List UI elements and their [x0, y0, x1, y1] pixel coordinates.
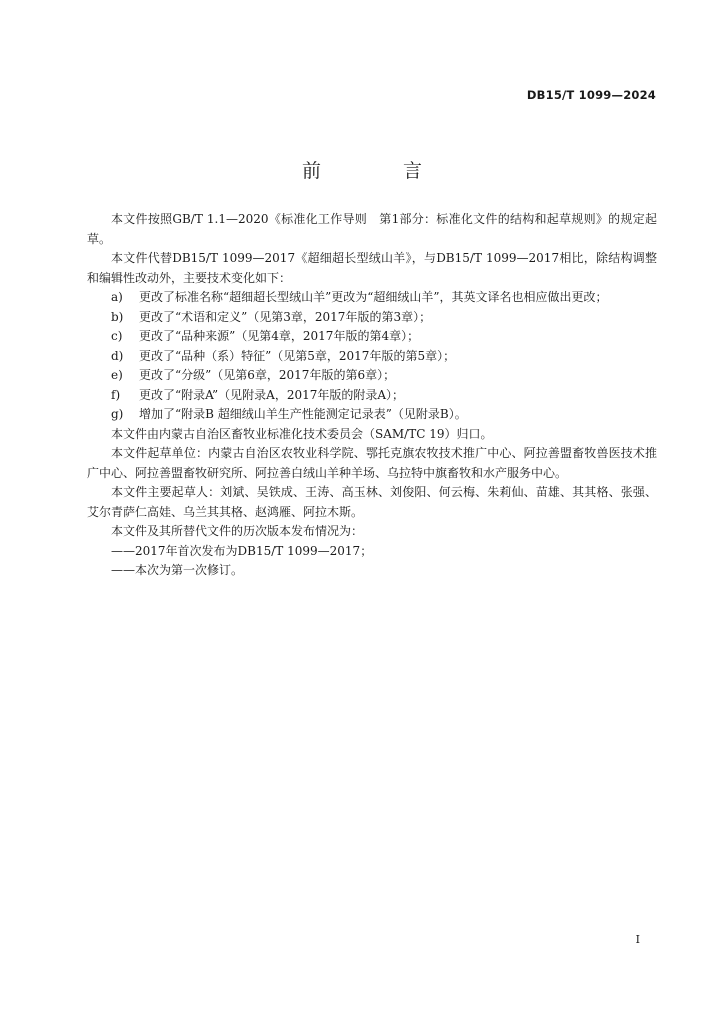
replacement-paragraph: 本文件代替DB15/T 1099—2017《超细超长型绒山羊》，与DB15/T 1099—2017相比，除结构调整和编辑性改动外，主要技术变化如下： [87, 251, 657, 285]
page-number: I [635, 933, 640, 946]
change-text: 增加了“附录B 超细绒山羊生产性能测定记录表”（见附录B）。 [139, 407, 467, 421]
change-marker: b) [111, 309, 124, 324]
change-item [87, 386, 657, 406]
change-marker: a) [111, 290, 123, 304]
drafting-rule-paragraph: 本文件按照GB/T 1.1—2020《标准化工作导则 第1部分：标准化文件的结构和起草规则》的规定起草。 [87, 212, 657, 246]
change-text: 更改了“品种（系）特征”（见第5章，2017年版的第5章）； [139, 348, 456, 363]
foreword-body [87, 210, 657, 581]
change-text: 更改了“分级”（见第6章，2017年版的第6章）； [139, 368, 396, 382]
change-text: 更改了“附录A”（见附录A，2017年版的附录A）； [139, 387, 405, 402]
change-item [87, 405, 657, 425]
document-code: DB15/T 1099—2024 [526, 88, 656, 102]
history-paragraph: 本文件及其所替代文件的历次版本发布情况为： [111, 524, 364, 538]
change-marker: e) [111, 368, 123, 382]
change-item [87, 308, 657, 328]
change-text: 更改了“术语和定义”（见第3章，2017年版的第3章）； [139, 309, 432, 324]
change-text: 更改了标准名称“超细超长型绒山羊”更改为“超细绒山羊”，其英文译名也相应做出更改； [139, 290, 608, 304]
drafters-paragraph: 本文件主要起草人：刘斌、吴铁成、王涛、高玉林、刘俊阳、何云梅、朱莉仙、苗雄、其其格、张强、艾尔青萨仁高娃、乌兰其其格、赵鸿雁、阿拉木斯。 [87, 485, 657, 519]
change-list [87, 288, 657, 425]
drafting-units-paragraph: 本文件起草单位：内蒙古自治区农牧业科学院、鄂托克旗农牧技术推广中心、阿拉善盟畜牧兽医技术推广中心、阿拉善盟畜牧研究所、阿拉善白绒山羊种羊场、乌拉特中旗畜牧和水产服务中心。 [87, 446, 657, 480]
committee-paragraph: 本文件由内蒙古自治区畜牧业标准化技术委员会（SAM/TC 19）归口。 [111, 426, 493, 441]
change-text: 更改了“品种来源”（见第4章，2017年版的第4章）； [139, 329, 420, 343]
change-item [87, 288, 657, 308]
history-item: ——2017年首次发布为DB15/T 1099—2017； [111, 543, 373, 558]
change-marker: d) [111, 348, 124, 363]
change-item [87, 347, 657, 367]
foreword-title: 前 言 [301, 160, 461, 182]
history-item: ——本次为第一次修订。 [111, 563, 244, 577]
change-item [87, 366, 657, 386]
change-item [87, 327, 657, 347]
change-marker: g) [111, 407, 124, 421]
change-marker: f) [111, 387, 121, 402]
change-marker: c) [111, 329, 123, 343]
